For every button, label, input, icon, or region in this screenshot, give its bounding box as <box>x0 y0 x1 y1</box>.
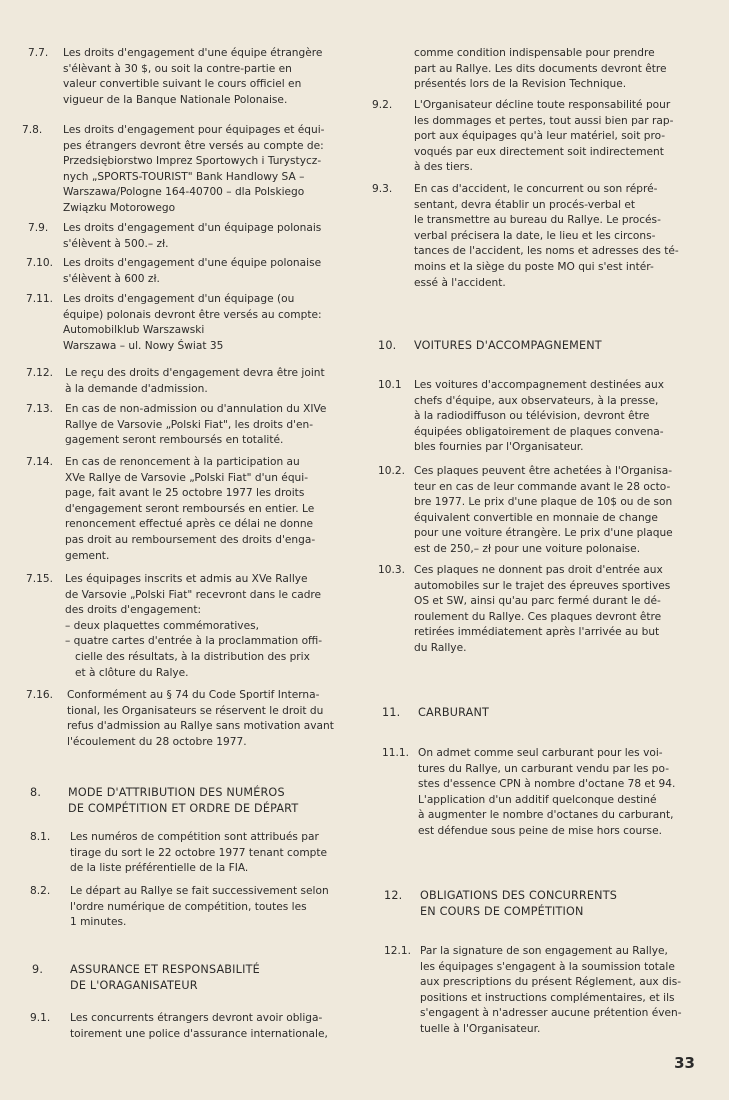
text-line: le transmettre au bureau du Rallye. Le procés- <box>414 214 661 227</box>
text-line: port aux équipages qu'à leur matériel, soit pro- <box>414 130 666 143</box>
text-line: pes étrangers devront être versés au compte de: <box>63 139 324 152</box>
heading-line: ASSURANCE ET RESPONSABILITÉ <box>70 963 260 976</box>
text-line: toirement une police d'assurance internationale, <box>70 1027 328 1040</box>
text-line: Les droits d'engagement d'une équipe polonaise <box>63 257 322 269</box>
article-number: 7.8. <box>22 124 43 136</box>
text-line: l'ordre numérique de compétition, toutes les <box>70 900 307 913</box>
heading-line: DE COMPÉTITION ET ORDRE DE DÉPART <box>68 802 299 815</box>
text-line: présentés lors de la Revision Technique. <box>414 78 627 91</box>
text-line: Le reçu des droits d'engagement devra être joint <box>65 367 325 379</box>
text-line: Ces plaques ne donnent pas droit d'entrée aux <box>414 564 663 576</box>
article-number: 10.2. <box>378 465 405 477</box>
text-line: et à clôture du Ralye. <box>75 666 189 679</box>
text-line: moins et la siège du poste MO qui s'est intér- <box>414 260 654 273</box>
article-number: 7.15. <box>26 573 53 585</box>
text-line: pour une voiture étrangère. Le prix d'une plaque <box>414 527 673 540</box>
text-line: voqués par eux directement soit indirectement <box>414 145 664 158</box>
article-number: 10.1 <box>378 379 402 391</box>
text-line: essé à l'accident. <box>414 276 506 289</box>
text-line: gement. <box>65 549 110 562</box>
text-line: les dommages et pertes, tout aussi bien par rap- <box>414 114 674 127</box>
text-line: s'élèvant à 30 $, ou soit la contre-partie en <box>63 62 292 75</box>
text-line: à la radiodiffuson ou télévision, devront être <box>414 410 650 423</box>
text-line: Warszawa/Pologne 164-40700 – dla Polskiego <box>63 186 305 199</box>
text-line: comme condition indispensable pour prendre <box>414 47 655 59</box>
text-line: tances de l'accident, les noms et adresses des té- <box>414 245 679 258</box>
article-number: 7.14. <box>26 456 53 468</box>
text-line: de Varsovie „Polski Fiat" recevront dans le cadre <box>65 588 322 601</box>
section-number: 8. <box>30 786 42 799</box>
heading-line: EN COURS DE COMPÉTITION <box>420 905 584 918</box>
article-number: 7.9. <box>28 222 49 234</box>
text-line: Ces plaques peuvent être achetées à l'Organisa- <box>414 465 673 477</box>
text-line: gagement seront remboursés en totalité. <box>65 434 284 447</box>
text-line: roulement du Rallye. Ces plaques devront être <box>414 610 662 623</box>
text-line: Les numéros de compétition sont attribués par <box>70 831 319 843</box>
text-line: les équipages s'engagent à la soumission totale <box>420 960 675 973</box>
text-line: Par la signature de son engagement au Rallye, <box>420 945 668 957</box>
text-line: à la demande d'admission. <box>65 382 208 395</box>
heading-line: MODE D'ATTRIBUTION DES NUMÉROS <box>68 786 285 799</box>
text-line: On admet comme seul carburant pour les voi- <box>418 747 663 759</box>
text-line: s'élèvent à 500.– zł. <box>63 237 169 250</box>
article-number: 10.3. <box>378 564 405 576</box>
text-line: de la liste préférentielle de la FIA. <box>70 862 249 875</box>
text-line: tures du Rallye, un carburant vendu par les po- <box>418 762 670 775</box>
text-line: à des tiers. <box>414 161 473 174</box>
text-line: sentant, devra établir un procés-verbal et <box>414 198 636 211</box>
text-line: Les droits d'engagement d'un équipage (ou <box>63 293 295 305</box>
text-line: OS et SW, ainsi qu'au parc fermé durant le dé- <box>414 595 661 608</box>
article-number: 9.3. <box>372 183 393 195</box>
heading-line: CARBURANT <box>418 706 490 719</box>
text-line: valeur convertible suivant le cours officiel en <box>63 78 302 91</box>
text-line: Le départ au Rallye se fait successivement selon <box>70 885 329 897</box>
text-line: refus d'admission au Rallye sans motivation avant <box>67 720 334 733</box>
text-line: Przedsiębiorstwo Imprez Sportowych i Turystycz- <box>63 155 322 168</box>
text-line: En cas de renoncement à la participation au <box>65 456 300 468</box>
text-line: à augmenter le nombre d'octanes du carburant, <box>418 809 674 822</box>
section-number: 9. <box>32 963 44 976</box>
page-number: 33 <box>674 1054 695 1072</box>
text-line: En cas d'accident, le concurrent ou son répré- <box>414 183 658 195</box>
text-line: équivalent convertible en monnaie de change <box>414 511 658 524</box>
article-number: 7.7. <box>28 47 49 59</box>
text-line: Conformément au § 74 du Code Sportif Interna- <box>67 689 320 701</box>
section-number: 12. <box>384 889 403 902</box>
text-line: retirées immédiatement après l'arrivée au but <box>414 626 660 639</box>
text-line: Warszawa – ul. Nowy Świat 35 <box>63 339 224 352</box>
text-line: cielle des résultats, à la distribution des prix <box>75 650 310 663</box>
text-line: vigueur de la Banque Nationale Polonaise. <box>63 93 288 106</box>
text-line: l'écoulement du 28 octobre 1977. <box>67 735 247 748</box>
text-line: part au Rallye. Les dits documents devront être <box>414 62 667 75</box>
text-line: Les droits d'engagement d'une équipe étrangère <box>63 47 323 59</box>
text-line: Automobilklub Warszawski <box>63 324 205 337</box>
text-line: verbal précisera la date, le lieu et les circons- <box>414 229 656 242</box>
text-line: du Rallye. <box>414 641 467 654</box>
text-line: L'Organisateur décline toute responsabilité pour <box>414 99 671 111</box>
section-number: 11. <box>382 706 401 719</box>
article-number: 9.1. <box>30 1012 51 1024</box>
text-line: s'élèvent à 600 zł. <box>63 272 160 285</box>
heading-line: VOITURES D'ACCOMPAGNEMENT <box>414 339 602 352</box>
text-line: tirage du sort le 22 octobre 1977 tenant compte <box>70 846 328 859</box>
text-line: teur en cas de leur commande avant le 28 octo- <box>414 480 671 493</box>
text-line: renoncement effectué après ce délai ne donne <box>65 518 314 531</box>
text-line: Les voitures d'accompagnement destinées aux <box>414 379 665 391</box>
text-line: Les droits d'engagement pour équipages et équi- <box>63 124 325 136</box>
text-line: des droits d'engagement: <box>65 604 202 617</box>
article-number: 12.1. <box>384 945 411 957</box>
article-number: 8.1. <box>30 831 51 843</box>
article-number: 11.1. <box>382 747 409 759</box>
article-number: 7.10. <box>26 257 53 269</box>
text-line: équipe) polonais devront être versés au compte: <box>63 308 322 321</box>
text-line: bles fournies par l'Organisateur. <box>414 441 584 454</box>
section-number: 10. <box>378 339 397 352</box>
text-line: Les concurrents étrangers devront avoir obliga- <box>70 1012 323 1024</box>
text-line: chefs d'équipe, aux observateurs, à la presse, <box>414 394 659 407</box>
text-line: Rallye de Varsovie „Polski Fiat", les droits d'en- <box>65 418 314 431</box>
text-line: est de 250,– zł pour une voiture polonaise. <box>414 542 641 555</box>
text-line: tional, les Organisateurs se réservent le droit du <box>67 704 324 717</box>
text-line: Les droits d'engagement d'un équipage polonais <box>63 222 322 234</box>
text-line: 1 minutes. <box>70 916 127 929</box>
article-number: 7.12. <box>26 367 53 379</box>
text-line: Les équipages inscrits et admis au XVe Rallye <box>65 573 308 585</box>
text-line: En cas de non-admission ou d'annulation du XIVe <box>65 403 327 415</box>
text-line: tuelle à l'Organisateur. <box>420 1022 541 1035</box>
text-line: positions et instructions complémentaires, et ils <box>420 991 675 1004</box>
text-line: XVe Rallye de Varsovie „Polski Fiat" d'un équi- <box>65 471 309 484</box>
article-number: 9.2. <box>372 99 393 111</box>
text-line: est défendue sous peine de mise hors course. <box>418 824 662 837</box>
text-line: équipées obligatoirement de plaques convena- <box>414 425 664 438</box>
article-number: 7.11. <box>26 293 53 305</box>
text-line: stes d'essence CPN à nombre d'octane 78 et 94. <box>418 778 676 791</box>
article-number: 7.16. <box>26 689 53 701</box>
text-line: – quatre cartes d'entrée à la proclammation offi- <box>65 635 323 648</box>
text-line: automobiles sur le trajet des épreuves sportives <box>414 579 671 592</box>
article-number: 8.2. <box>30 885 51 897</box>
text-line: s'engagent à n'adresser aucune prétention éven- <box>420 1007 682 1020</box>
heading-line: DE L'ORAGANISATEUR <box>70 979 198 992</box>
text-line: pas droit au remboursement des droits d'enga- <box>65 533 316 546</box>
heading-line: OBLIGATIONS DES CONCURRENTS <box>420 889 618 902</box>
text-line: d'engagement seront remboursés en entier. Le <box>65 502 315 515</box>
text-line: bre 1977. Le prix d'une plaque de 10$ ou de son <box>414 496 673 509</box>
text-line: page, fait avant le 25 octobre 1977 les droits <box>65 487 305 500</box>
text-line: aux prescriptions du présent Réglement, aux dis- <box>420 976 682 989</box>
text-line: – deux plaquettes commémoratives, <box>65 619 259 632</box>
article-number: 7.13. <box>26 403 53 415</box>
text-line: nych „SPORTS-TOURIST" Bank Handlowy SA – <box>63 170 305 183</box>
text-line: L'application d'un additif quelconque destiné <box>418 793 657 806</box>
text-line: Związku Motorowego <box>63 201 176 214</box>
